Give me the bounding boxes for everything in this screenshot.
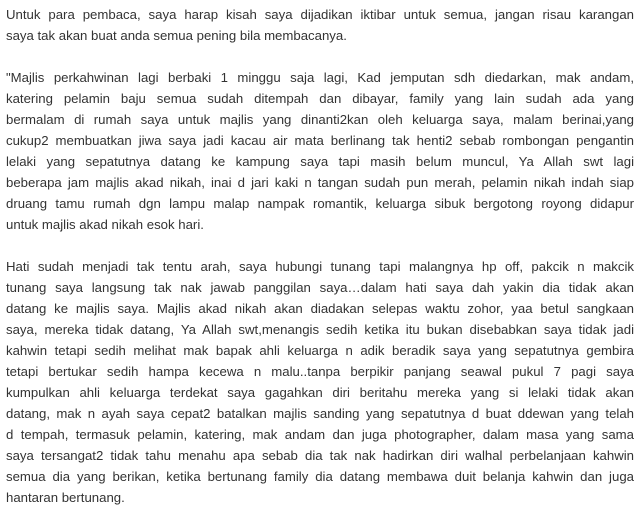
paragraph-gap [6,46,634,67]
text-line: untuk majlis akad nikah esok hari. [6,217,204,232]
text-line: katering pelamin baju semua sudah ditempah dan dibayar, family yang lain sudah ada yang [6,91,634,106]
paragraph-gap [6,235,634,256]
text-line: cukup2 membuatkan jiwa saya jadi kacau air mata berlinang tak henti2 sebab rombongan pengantin [6,133,634,148]
text-line: druang tamu rumah dgn lampu malap nampak romantik, keluarga sibuk bergotong royong didapur [6,196,634,211]
text-line: kumpulkan ahli keluarga terdekat saya gagahkan diri beritahu mereka yang si lelaki tidak akan [6,385,634,400]
text-line: tunang saya langsung tak nak jawab panggilan saya…dalam hati saya dah yakin dia tidak akan [6,280,634,295]
text-line: "Majlis perkahwinan lagi berbaki 1 minggu saja lagi, Kad jemputan sdh diedarkan, mak andam, [6,70,634,85]
paragraph-continuation [6,256,634,508]
text-line: datang ke majlis saya. Majlis akad nikah akan diadakan selepas waktu zohor, yaa betul sangkaan [6,301,634,316]
article-body [6,4,634,508]
text-line: kahwin tetapi sedih melihat mak bapak ahli keluarga n adik beradik saya yang sepatutnya gembira [6,343,634,358]
text-line: semua dia yang berikan, ketika bertunang family dia datang membawa duit belanja kahwin dan juga [6,469,634,484]
text-line: bermalam di rumah saya untuk majlis yang dinanti2kan oleh keluarga saya, malam berinai,yang [6,112,634,127]
text-line: saya tersangat2 tidak tahu menahu apa sebab dia tak nak hadirkan diri walhal perbelanjaan kahwin [6,448,634,463]
text-line: lelaki yang sepatutnya datang ke kampung saya tapi masih belum muncul, Ya Allah swt lagi [6,154,634,169]
text-line: hantaran bertunang. [6,490,125,505]
paragraph-intro [6,4,634,46]
text-line: datang, mak n ayah saya cepat2 batalkan majlis sanding yang sepatutnya d buat ddewan yang telah [6,406,634,421]
text-line: beberapa jam majlis akad nikah, inai d jari kaki n tangan sudah pun merah, pelamin nikah indah siap [6,175,634,190]
text-line: saya, mereka tidak datang, Ya Allah swt,menangis sedih ketika itu bukan disebabkan saya tidak jadi [6,322,634,337]
text-line: Untuk para pembaca, saya harap kisah saya dijadikan iktibar untuk semua, jangan risau karangan [6,7,634,22]
paragraph-story [6,67,634,235]
text-line: tetapi bertukar sedih hampa kecewa n malu..tanpa berpikir panjang seawal pukul 7 pagi saya [6,364,634,379]
text-line: Hati sudah menjadi tak tentu arah, saya hubungi tunang tapi malangnya hp off, pakcik n makcik [6,259,634,274]
text-line: d tempah, termasuk pelamin, katering, mak andam dan juga photographer, dalam masa yang sama [6,427,634,442]
text-line: saya tak akan buat anda semua pening bila membacanya. [6,28,347,43]
